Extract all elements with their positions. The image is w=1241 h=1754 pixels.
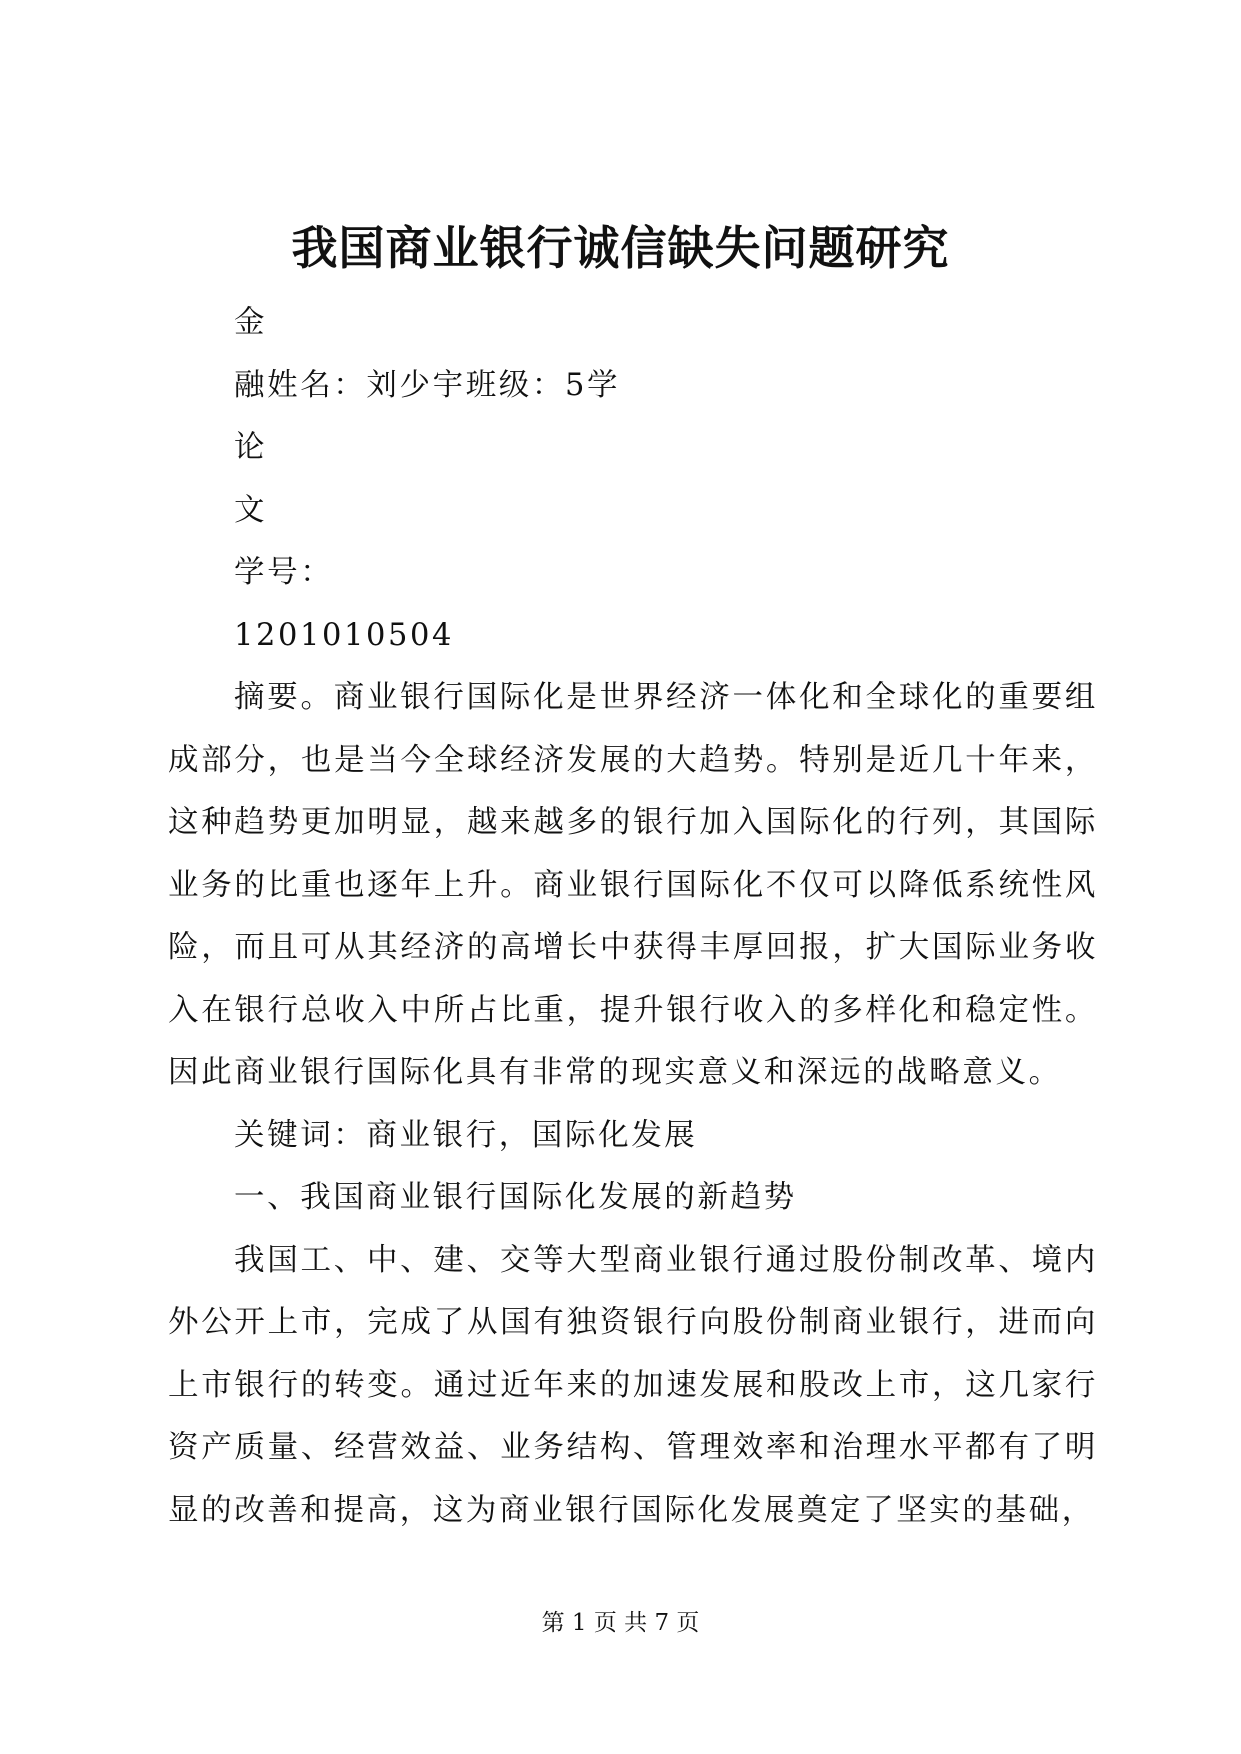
document-title: 我国商业银行诚信缺失问题研究 xyxy=(291,221,950,275)
info-line-4: 文 xyxy=(234,492,268,528)
body-paragraph: 我国工、中、建、交等大型商业银行通过股份制改革、境内外公开上市，完成了从国有独资银行向股份制商业银行，进而向上市银行的转变。通过近年来的加速发展和股改上市，这几家行资产质量、经营效益、业务结构、管理效率和治理水平都有了明显的改善和提高，这为商业银行国际化发展奠定了坚实的基础， xyxy=(168,1242,1098,1528)
abstract-paragraph: 摘要。商业银行国际化是世界经济一体化和全球化的重要组成部分，也是当今全球经济发展的大趋势。特别是近几十年来，这种趋势更加明显，越来越多的银行加入国际化的行列，其国际业务的比重也逐年上升。商业银行国际化不仅可以降低系统性风险，而且可从其经济的高增长中获得丰厚回报，扩大国际业务收入在银行总收入中所占比重，提升银行收入的多样化和稳定性。因此商业银行国际化具有非常的现实意义和深远的战略意义。 xyxy=(168,680,1098,1090)
page-footer: 第 1 页 共 7 页 xyxy=(541,1610,700,1636)
info-line-student-id: 1201010504 xyxy=(234,617,455,653)
info-line-2: 融姓名：刘少宇班级：5学 xyxy=(234,367,621,403)
section-heading: 一、我国商业银行国际化发展的新趋势 xyxy=(234,1180,797,1215)
info-line-3: 论 xyxy=(234,430,268,465)
info-line-5: 学号： xyxy=(234,555,334,590)
info-line-1: 金 xyxy=(234,305,268,340)
document-body xyxy=(168,292,1098,1542)
keywords-paragraph: 关键词：商业银行，国际化发展 xyxy=(234,1117,698,1153)
